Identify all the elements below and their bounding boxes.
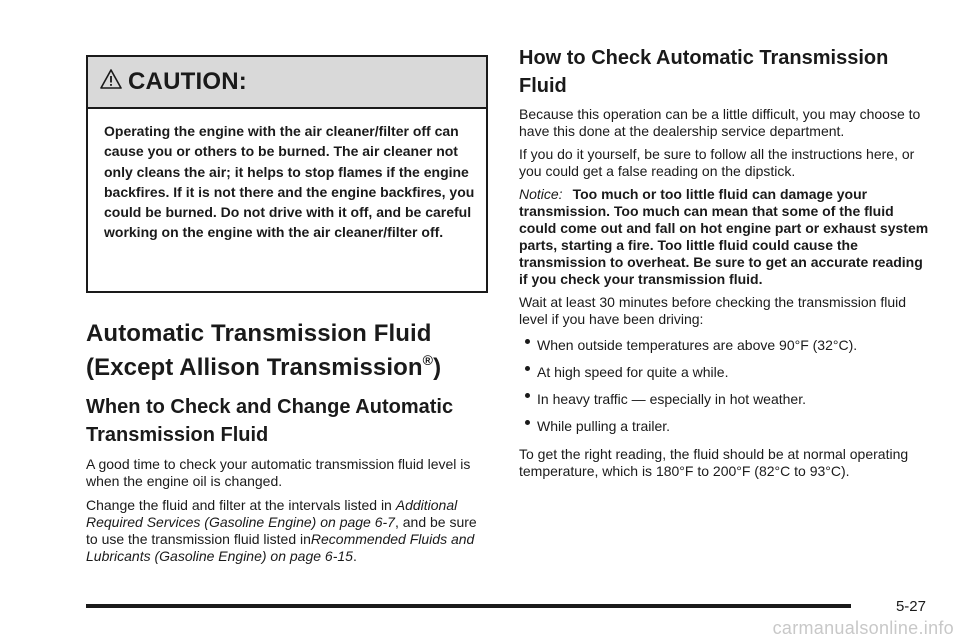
caution-text: Operating the engine with the air cleaner/filter off can cause you or others to be burned. The air cleaner not only cleans the air; it helps to stop flames if the engine backfires. If it is not there and the engine backfires, you could be burned. Do not drive with it off, and be careful working on the engine with the air cleaner/filter off. <box>104 123 475 241</box>
how-to-check-para4: To get the right reading, the fluid should be at normal operating temperature, which is 180°F to 200°F (82°C to 93°C). <box>519 446 909 479</box>
notice-paragraph <box>519 186 931 288</box>
list-item-text: At high speed for quite a while. <box>537 364 729 380</box>
bullet-icon <box>525 420 530 425</box>
notice-label: Notice: <box>519 186 563 202</box>
footer-rule <box>86 604 851 608</box>
registered-mark: ® <box>422 352 434 368</box>
section-title-close: ) <box>433 354 442 381</box>
list-item-text: While pulling a trailer. <box>537 418 671 434</box>
page-number: 5-27 <box>895 598 926 615</box>
reference-link-additional-services[interactable]: Additional Required Services (Gasoline Engine) on page 6-7 <box>86 497 458 530</box>
driving-conditions-list <box>519 332 931 440</box>
list-item-text: When outside temperatures are above 90°F (32°C). <box>537 337 858 353</box>
reference-link-recommended-fluids[interactable]: Recommended Fluids and Lubricants (Gasoline Engine) on page 6-15 <box>86 531 475 564</box>
how-to-check-para1: Because this operation can be a little difficult, you may choose to have this done at the dealership service department. <box>519 106 921 139</box>
para2-end: . <box>352 548 357 564</box>
list-item <box>519 386 931 413</box>
how-to-check-para2: If you do it yourself, be sure to follow all the instructions here, or you could get a false reading on the dipstick. <box>519 146 915 179</box>
list-item <box>519 332 931 359</box>
right-column <box>519 44 931 480</box>
bullet-icon <box>525 339 530 344</box>
how-to-check-para3: Wait at least 30 minutes before checking the transmission fluid level if you have been driving: <box>519 294 907 327</box>
notice-text: Too much or too little fluid can damage your transmission. Too much can mean that some of the fluid could come out and fall on hot engine part or exhaust system parts, starting a fire. Too little fluid could cause the transmission to overheat. Be sure to get an accurate reading if you check your transmission fluid. <box>519 186 929 287</box>
bullet-icon <box>525 393 530 398</box>
caution-box <box>86 55 488 293</box>
para2-start: Change the fluid and filter at the intervals listed in <box>86 497 396 513</box>
caution-header <box>88 57 486 109</box>
list-item <box>519 413 931 440</box>
when-to-check-heading: When to Check and Change Automatic Transmission Fluid <box>86 396 454 446</box>
list-item-text: In heavy traffic — especially in hot weather. <box>537 391 806 407</box>
section-title-line1: Automatic Transmission Fluid <box>86 320 432 347</box>
when-to-check-para1: A good time to check your automatic transmission fluid level is when the engine oil is changed. <box>86 456 471 489</box>
left-column <box>86 55 488 565</box>
list-item <box>519 359 931 386</box>
how-to-check-heading: How to Check Automatic Transmission Fluid <box>519 47 889 97</box>
caution-title: CAUTION: <box>128 68 247 95</box>
bullet-icon <box>525 366 530 371</box>
para2-mid: , and be sure to use the transmission fluid listed in <box>86 514 477 547</box>
watermark: carmanualsonline.info <box>772 618 954 638</box>
when-to-check-para2 <box>86 497 488 565</box>
section-title <box>86 317 488 385</box>
section-title-line2: (Except Allison Transmission <box>86 354 423 381</box>
warning-triangle-icon <box>100 68 122 90</box>
